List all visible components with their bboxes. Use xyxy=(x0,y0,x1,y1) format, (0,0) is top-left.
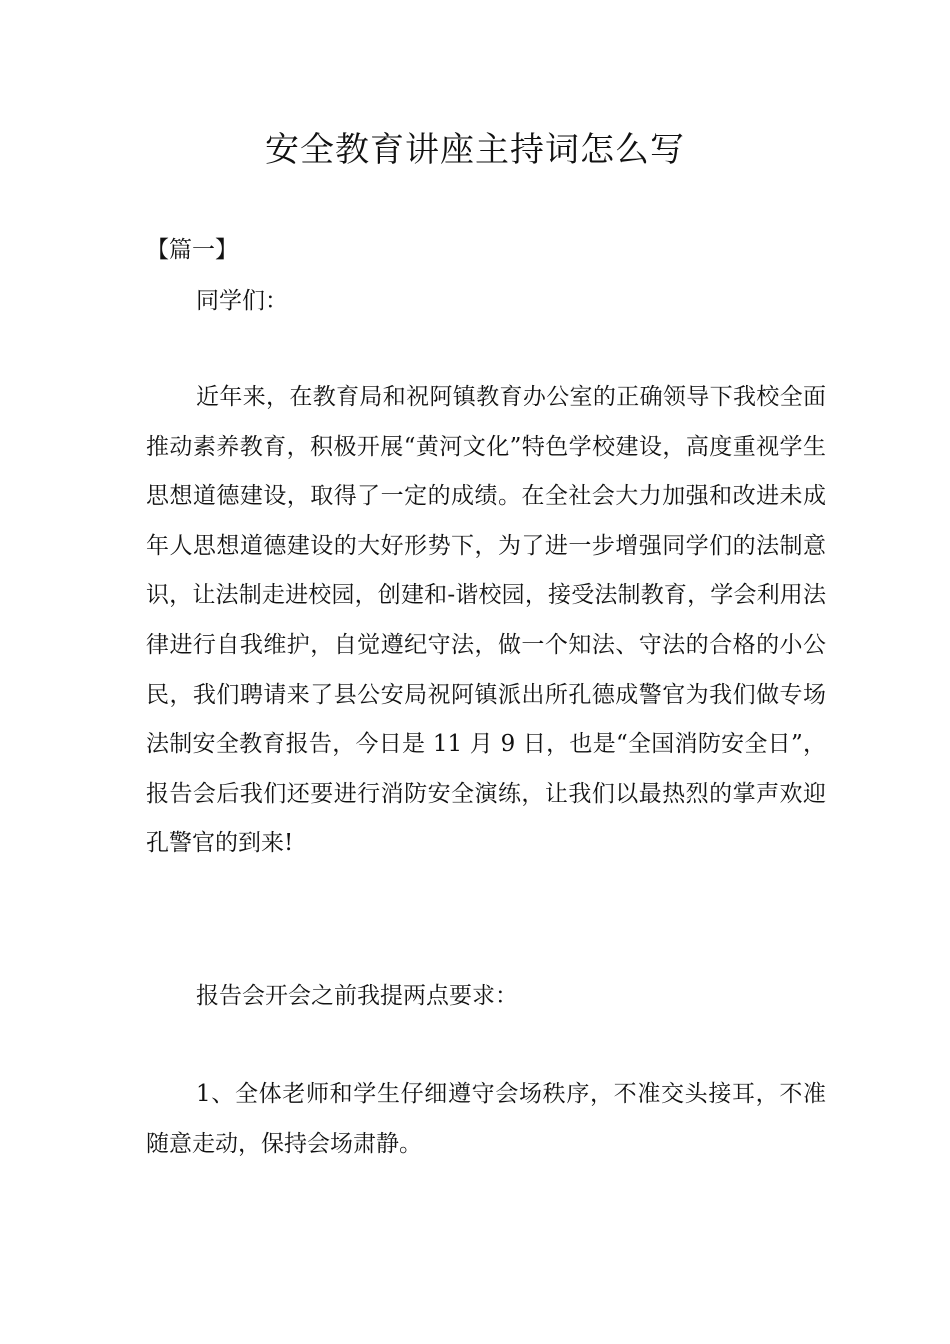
requirement-item-1: 1、全体老师和学生仔细遵守会场秩序，不准交头接耳，不准随意走动，保持会场肃静。 xyxy=(146,1081,826,1157)
document-title: 安全教育讲座主持词怎么写 xyxy=(265,130,685,170)
section-label: 【篇一】 xyxy=(146,237,238,263)
main-paragraph: 近年来，在教育局和祝阿镇教育办公室的正确领导下我校全面推动素养教育，积极开展“黄河文化”特色学校建设，高度重视学生思想道德建设，取得了一定的成绩。在全社会大力加强和改进未成年人思想道德建设的大好形势下，为了进一步增强同学们的法制意识，让法制走进校园，创建和-谐校园，接受法制教育，学会利用法律进行自我维护，自觉遵纪守法，做一个知法、守法的合格的小公民，我们聘请来了县公安局祝阿镇派出所孔德成警官为我们做专场法制安全教育报告，今日是 11 月 9 日，也是“全国消防安全日”，报告会后我们还要进行消防安全演练，让我们以最热烈的掌声欢迎孔警官的到来! xyxy=(146,384,826,857)
requirements-intro-paragraph: 报告会开会之前我提两点要求： xyxy=(196,983,518,1009)
greeting-paragraph: 同学们： xyxy=(196,288,288,314)
